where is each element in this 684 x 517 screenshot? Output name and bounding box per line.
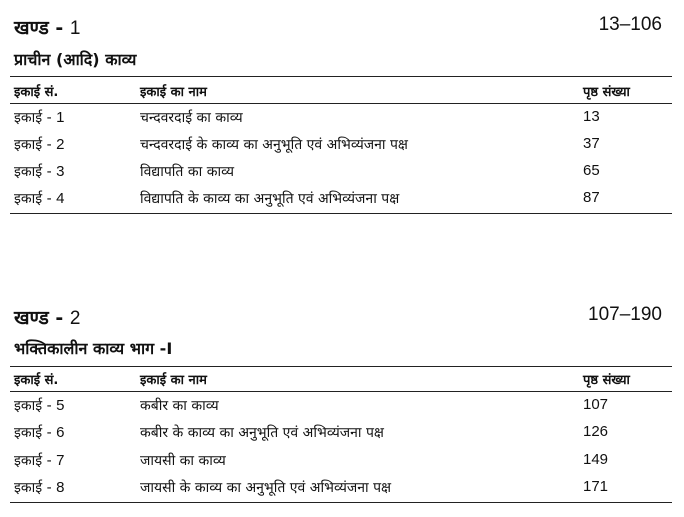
table-top-rule [10, 366, 672, 367]
unit-name: कबीर का काव्य [140, 398, 219, 414]
unit-name: चन्दवरदाई के काव्य का अनुभूति एवं अभिव्यंजना पक्ष [140, 137, 408, 153]
unit-number: इकाई - 4 [14, 190, 65, 207]
khand-title [14, 304, 80, 330]
table-header-rule [10, 103, 672, 104]
page-number: 65 [583, 162, 600, 179]
khand-heading [10, 14, 672, 40]
page-number: 149 [583, 451, 609, 468]
section-subtitle: भक्तिकालीन काव्य भाग -I [14, 339, 173, 358]
page-number: 126 [583, 423, 609, 440]
khand-label: खण्ड - [14, 17, 64, 39]
unit-number: इकाई - 3 [14, 163, 65, 180]
unit-name: चन्दवरदाई का काव्य [140, 110, 243, 126]
page-number: 87 [583, 189, 600, 206]
unit-number: इकाई - 7 [14, 452, 65, 469]
khand-label: खण्ड - [14, 307, 64, 329]
col-header-page-no: पृष्ठ संख्या [583, 85, 630, 100]
table-row [10, 423, 672, 447]
unit-name: विद्यापति का काव्य [140, 164, 234, 180]
unit-number: इकाई - 5 [14, 397, 65, 414]
page-range: 13–106 [598, 14, 662, 35]
khand-title [14, 14, 80, 40]
col-header-unit-no: इकाई सं. [14, 85, 59, 100]
page-number: 37 [583, 135, 600, 152]
table-row [10, 189, 672, 213]
unit-name: जायसी का काव्य [140, 453, 226, 469]
page-number: 13 [583, 108, 600, 125]
table-bottom-rule [10, 502, 672, 503]
khand-number: 1 [69, 18, 81, 39]
col-header-unit-name: इकाई का नाम [140, 85, 207, 100]
unit-name: कबीर के काव्य का अनुभूति एवं अभिव्यंजना पक्ष [140, 425, 384, 441]
unit-number: इकाई - 6 [14, 424, 65, 441]
col-header-unit-no: इकाई सं. [14, 373, 59, 388]
khand-number: 2 [69, 308, 81, 329]
page-number: 107 [583, 396, 609, 413]
table-top-rule [10, 76, 672, 77]
table-row [10, 135, 672, 159]
section-subtitle: प्राचीन (आदि) काव्य [14, 50, 137, 69]
khand-heading [10, 304, 672, 330]
table-bottom-rule [10, 213, 672, 214]
table-row [10, 451, 672, 475]
unit-number: इकाई - 8 [14, 479, 65, 496]
page-range: 107–190 [588, 304, 662, 325]
table-row [10, 108, 672, 132]
table-row [10, 396, 672, 420]
col-header-page-no: पृष्ठ संख्या [583, 373, 630, 388]
table-row [10, 162, 672, 186]
unit-number: इकाई - 2 [14, 136, 65, 153]
unit-number: इकाई - 1 [14, 109, 65, 126]
col-header-unit-name: इकाई का नाम [140, 373, 207, 388]
unit-name: जायसी के काव्य का अनुभूति एवं अभिव्यंजना पक्ष [140, 480, 392, 496]
table-row [10, 478, 672, 502]
page-number: 171 [583, 478, 609, 495]
unit-name: विद्यापति के काव्य का अनुभूति एवं अभिव्यंजना पक्ष [140, 191, 400, 207]
table-header-rule [10, 391, 672, 392]
